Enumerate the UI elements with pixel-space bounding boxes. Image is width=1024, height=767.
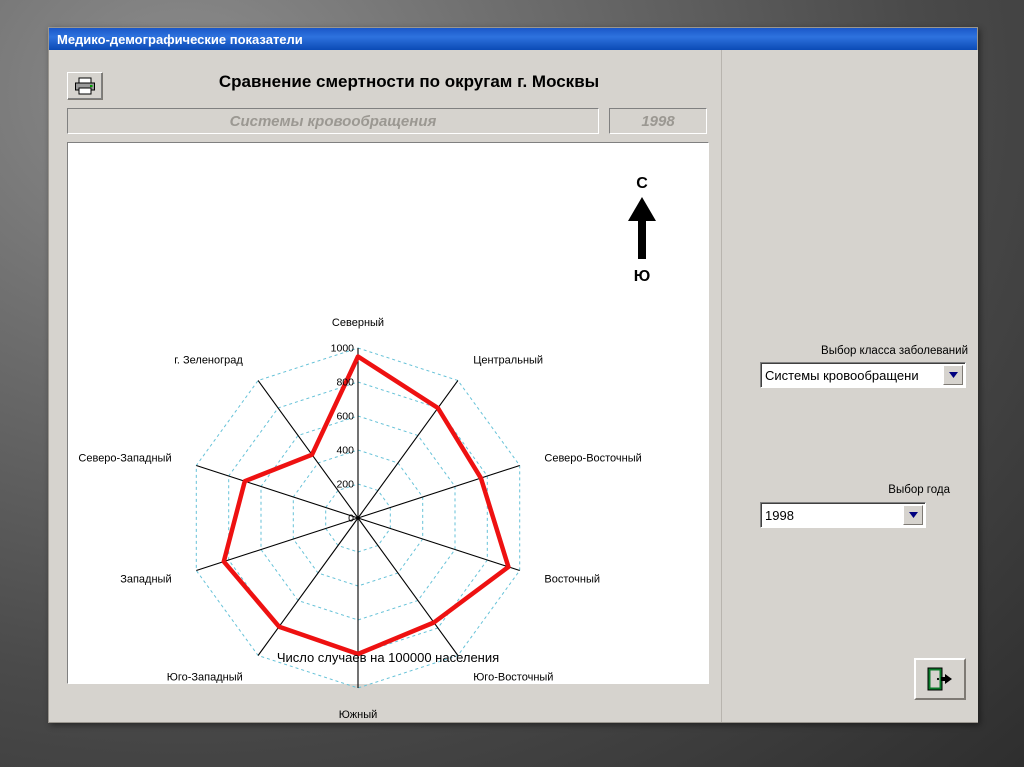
subtitle-class-field: Системы кровообращения: [67, 108, 599, 134]
subtitle-year-field: 1998: [609, 108, 707, 134]
printer-icon: [74, 77, 96, 95]
page-title: Сравнение смертности по округам г. Москвы: [218, 72, 600, 91]
compass-south-label: Ю: [633, 268, 651, 285]
svg-text:Северо-Западный: Северо-Западный: [78, 452, 172, 465]
svg-text:1000: 1000: [330, 342, 354, 355]
svg-text:200: 200: [336, 478, 354, 491]
chevron-down-icon[interactable]: [903, 505, 923, 525]
chevron-down-icon[interactable]: [943, 365, 963, 385]
window-title: Медико-демографические показатели: [57, 31, 303, 47]
year-select-label: Выбор года: [888, 484, 950, 496]
print-button[interactable]: [67, 72, 103, 100]
exit-door-icon: [927, 667, 953, 691]
svg-text:Западный: Западный: [120, 573, 172, 586]
client-area: [49, 50, 977, 722]
svg-text:800: 800: [336, 376, 354, 389]
radar-chart: [67, 142, 709, 721]
compass: [612, 175, 672, 305]
class-select[interactable]: [760, 362, 966, 388]
compass-north-label: С: [636, 175, 648, 192]
year-select[interactable]: [760, 502, 926, 528]
north-arrow-icon: [612, 193, 672, 263]
class-select-value: Системы кровообращени: [765, 367, 919, 383]
class-select-label: Выбор класса заболеваний: [821, 345, 968, 357]
exit-button[interactable]: [914, 658, 966, 700]
svg-text:Северный: Северный: [331, 317, 385, 329]
svg-text:г. Зеленоград: г. Зеленоград: [174, 354, 243, 367]
svg-text:0: 0: [348, 512, 354, 525]
side-panel: [721, 50, 978, 722]
subtitle-row: [67, 108, 707, 134]
svg-text:600: 600: [336, 410, 354, 423]
svg-text:Северо-Восточный: Северо-Восточный: [544, 452, 642, 465]
title-bar: [49, 28, 977, 50]
data-series-polygon: [224, 357, 509, 655]
svg-text:Южный: Южный: [338, 709, 378, 721]
application-window: [48, 27, 978, 723]
chart-footer-note: Число случаев на 100000 населения: [276, 650, 500, 665]
svg-text:Юго-Западный: Юго-Западный: [166, 671, 243, 684]
svg-text:Юго-Восточный: Юго-Восточный: [473, 671, 554, 684]
year-select-value: 1998: [765, 507, 794, 523]
svg-text:400: 400: [336, 444, 354, 457]
svg-text:Восточный: Восточный: [544, 573, 601, 586]
svg-text:Центральный: Центральный: [473, 354, 544, 367]
report-panel: [59, 58, 714, 721]
